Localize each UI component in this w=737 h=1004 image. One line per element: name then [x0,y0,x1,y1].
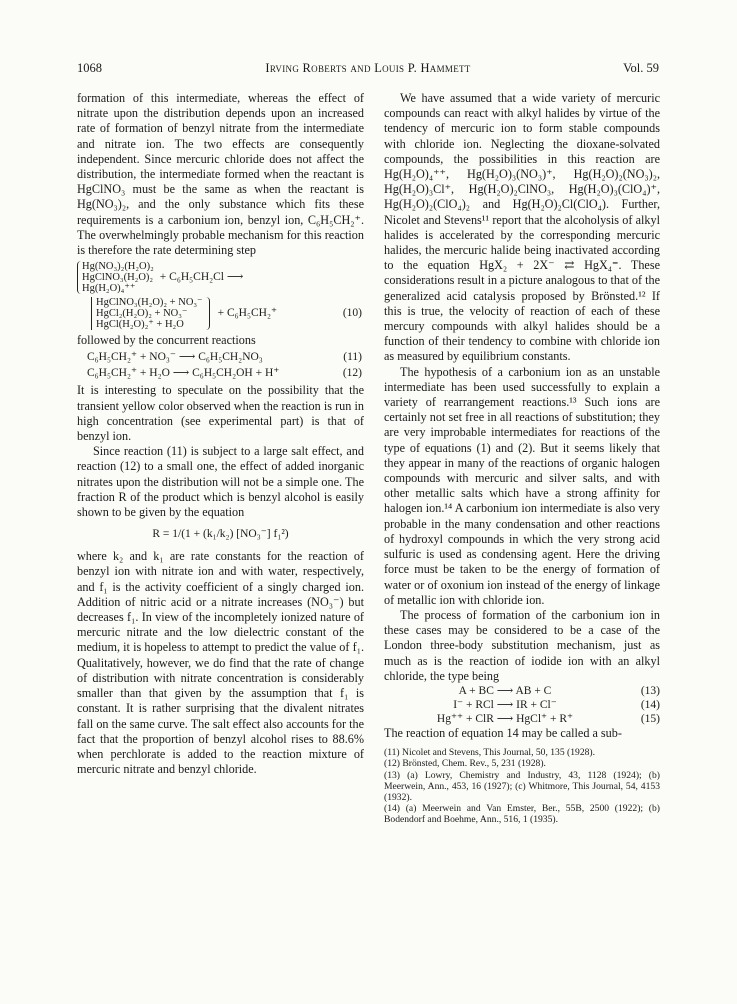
equation-number: (11) [343,351,362,364]
footnote: (12) Brönsted, Chem. Rev., 5, 231 (1928). [384,758,546,770]
equation-10-reactants: Hg(NO₃)₂(H₂O)₂ HgClNO₃(H₂O)₂ Hg(H₂O)₄⁺⁺ [77,261,154,294]
equation-number: (10) [342,307,362,320]
paragraph: We have assumed that a wide variety of mercuric compounds can react with alkyl halides by virtue of the tendency of mercuric ion to form stable compounds with chloride ion. Neglecting the dioxane-solvated compounds, the possibilities in this reaction are Hg(H₂O)₄⁺⁺, Hg(H₂O)₃(NO₃)⁺, Hg(H₂O)₂(NO₃)₂, Hg(H₂O)₃Cl⁺, Hg(H₂O)₂ClNO₃, Hg(H₂O)₃(ClO₄)⁺, Hg(H₂O)₂(ClO₄)₂ and Hg(H₂O)₂Cl(ClO₄). Further, Nicolet and Stevens¹¹ report that the alcoholysis of alkyl halides is accelerated by the corresponding mercuric halides, the mercuric halide being inactivated according to the equation HgX₂ + 2X⁻ ⇄ HgX₄⁼. These considerations result in a picture analogous to that of the generalized acid catalysis proposed by Brönsted.¹² If this is true, the velocity of reaction of each of these mercury compounds with alkyl halides should be a function of their tendency to combine with chloride ion as measured by equilibrium constants. [384,91,660,364]
equation-14: I⁻ + RCl ⟶ IR + Cl⁻ (14) [453,698,660,711]
equation-number: (14) [640,698,660,711]
running-title: Irving Roberts and Louis P. Hammett [265,61,471,75]
equation-number: (12) [342,367,362,380]
paragraph: The reaction of equation 14 may be called a sub- [384,725,622,740]
volume-label: Vol. 59 [623,61,659,75]
equation-11: C₆H₅CH₂⁺ + NO₃⁻ ⟶ C₆H₅CH₂NO₃ (11) [87,351,362,364]
equation-13: A + BC ⟶ AB + C (13) [458,684,660,697]
right-column [384,91,660,826]
page-number: 1068 [77,61,102,75]
running-header [77,61,659,77]
equation-10-products: HgClNO₃(H₂O)₂ + NO₃⁻ HgCl₂(H₂O)₂ + NO₃⁻ HgCl(H₂O)₂⁺ + H₂O + C₆H₅CH₂⁺ (10) [77,297,364,330]
paragraph: The process of formation of the carbonium ion in these cases may be considered to be a case of the London three-body substitution mechanism, just as much as is the reaction of iodide ion with an alkyl chloride, the type being [384,607,660,683]
paragraph: Since reaction (11) is subject to a large salt effect, and reaction (12) to a small one, the effect of added inorganic nitrates upon the distribution will not be a simple one. The fraction R of the product which is benzyl alcohol is easily shown to be given by the equation [77,444,364,520]
paragraph: where k₂ and k₁ are rate constants for the reaction of benzyl ion with nitrate ion and with water, respectively, and f₁ is the activity coefficient of a singly charged ion. Addition of nitric acid or a nitrate increases (NO₃⁻) but decreases f₁. In view of the incompletely ionized nature of mercuric nitrate and the low dielectric constant of the medium, it is hopeless to attempt to predict the value of f₁. Qualitatively, however, we do find that the rate of change of distribution with nitrate concentration is considerably smaller than that given by the assumption that f₁ is constant. It is rather surprising that the divalent nitrates fall on the same curve. The salt effect also accounts for the fact that the proportion of benzyl alcohol rises to 88.6% when perchlorate is added to the reaction mixture of mercuric nitrate and benzyl chloride. [77,549,364,777]
equation-r: R = 1/(1 + (k₁/k₂) [NO₃⁻] f₁²) [152,528,289,541]
paragraph: followed by the concurrent reactions [77,333,256,348]
paragraph: It is interesting to speculate on the possibility that the transient yellow color observed when the reaction is run in high concentration (see experimental part) is that of benzyl ion. [77,383,364,444]
paragraph: The hypothesis of a carbonium ion as an unstable intermediate has been used successfully to explain a variety of rearrangement reactions.¹³ Such ions are certainly not set free in all reactions of substitution; they are very improbable intermediates for reactions of the type of equations (1) and (2). But it seems likely that they appear in many of the reactions of organic halogen compounds with mercuric and silver salts, and with other metallic salts which have a strong affinity for halogen ion.¹⁴ A carbonium ion intermediate is also very probable in the many condensation and other reactions of hydroxyl compounds in which the very strong acid sulfuric is used as condensing agent. Here the driving force must be taken to be the energy of formation of water or of oxonium ion instead of the energy of linkage of metallic ion with chloride ion. [384,364,660,607]
footnote: (11) Nicolet and Stevens, This Journal, 50, 135 (1928). [384,747,596,759]
equation-10: Hg(NO₃)₂(H₂O)₂ HgClNO₃(H₂O)₂ Hg(H₂O)₄⁺⁺ + C₆H₅CH₂Cl ⟶ [77,261,364,294]
footnotes [384,747,660,825]
equation-number: (13) [640,684,660,697]
footnote: (13) (a) Lowry, Chemistry and Industry, 43, 1128 (1924); (b) Meerwein, Ann., 453, 16 (1927); (c) Whitmore, This Journal, 54, 4153 (1932). [384,769,660,803]
footnote: (14) (a) Meerwein and Van Emster, Ber., 55B, 2500 (1922); (b) Bodendorf and Boehme, Ann., 516, 1 (1935). [384,803,660,826]
equation-number: (15) [640,712,660,725]
equation-15: Hg⁺⁺ + ClR ⟶ HgCl⁺ + R⁺ (15) [436,712,660,725]
paragraph: formation of this intermediate, whereas the effect of nitrate upon the distribution depends upon an increased rate of formation of benzyl nitrate from the intermediate and nitrate ion. The two effects are consequently independent. Since mercuric chloride does not affect the distribution, the intermediate formed when the reactant is HgClNO₃ must be the same as when the reactant is Hg(NO₃)₂, and the only substance which fits these requirements is a carbonium ion, benzyl ion, C₆H₅CH₂⁺. The overwhelmingly probable mechanism for this reaction is therefore the rate determining step [77,91,364,258]
equation-12: C₆H₅CH₂⁺ + H₂O ⟶ C₆H₅CH₂OH + H⁺ (12) [87,367,362,380]
left-column [77,91,364,777]
